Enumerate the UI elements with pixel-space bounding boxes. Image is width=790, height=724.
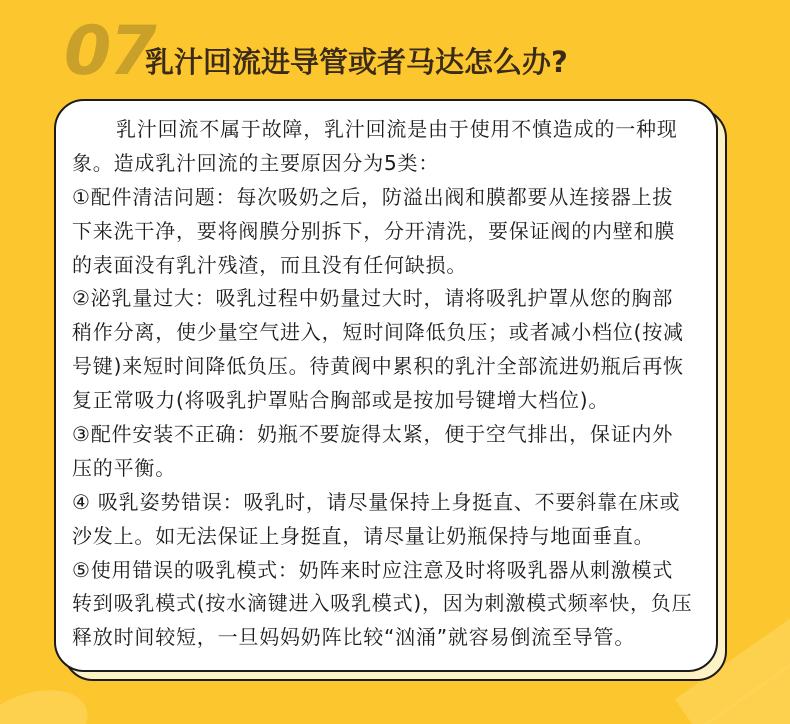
answer-text [72,113,708,655]
text-line: 象。造成乳汁回流的主要原因分为5类： [72,150,440,175]
text-line: 的表面没有乳汁残渣，而且没有任何缺损。 [72,252,468,277]
decorative-blob [0,676,98,724]
text-line: 乳汁回流不属于故障，乳汁回流是由于使用不慎造成的一种现 [116,117,678,141]
text-line: ②泌乳量过大：吸乳过程中奶量过大时，请将吸乳护罩从您的胸部 [72,286,674,311]
text-line: ⑤使用错误的吸乳模式：奶阵来时应注意及时将吸乳器从刺激模式 [72,557,674,582]
text-line: ③配件安装不正确：奶瓶不要旋得太紧，便于空气排出，保证内外 [72,422,674,447]
text-line: 转到吸乳模式(按水滴键进入吸乳模式)，因为刺激模式频率快，负压 [72,591,693,616]
text-line: ①配件清洁问题：每次吸奶之后，防溢出阀和膜都要从连接器上拔 [72,184,674,209]
section-number: 07 [64,12,155,91]
text-line: 释放时间较短，一旦妈妈奶阵比较“汹涌”就容易倒流至导管。 [72,625,636,650]
text-line: ④ 吸乳姿势错误：吸乳时，请尽量保持上身挺直、不要斜靠在床或 [72,489,681,514]
text-line: 压的平衡。 [72,455,176,480]
text-line: 复正常吸力(将吸乳护罩贴合胸部或是按加号键增大档位)。 [72,388,610,413]
text-line: 下来洗干净，要将阀膜分别拆下，分开清洗，要保证阀的内壁和膜 [72,218,676,243]
text-line: 沙发上。如无法保证上身挺直，请尽量让奶瓶保持与地面垂直。 [72,523,655,548]
text-line: 号键)来短时间降低负压。待黄阀中累积的乳汁全部流进奶瓶后再恢 [72,354,684,379]
answer-card [54,99,718,672]
text-line: 稍作分离，使少量空气进入，短时间降低负压；或者减小档位(按减 [72,320,684,345]
section-title: 乳汁回流进导管或者马达怎么办? [145,45,568,79]
